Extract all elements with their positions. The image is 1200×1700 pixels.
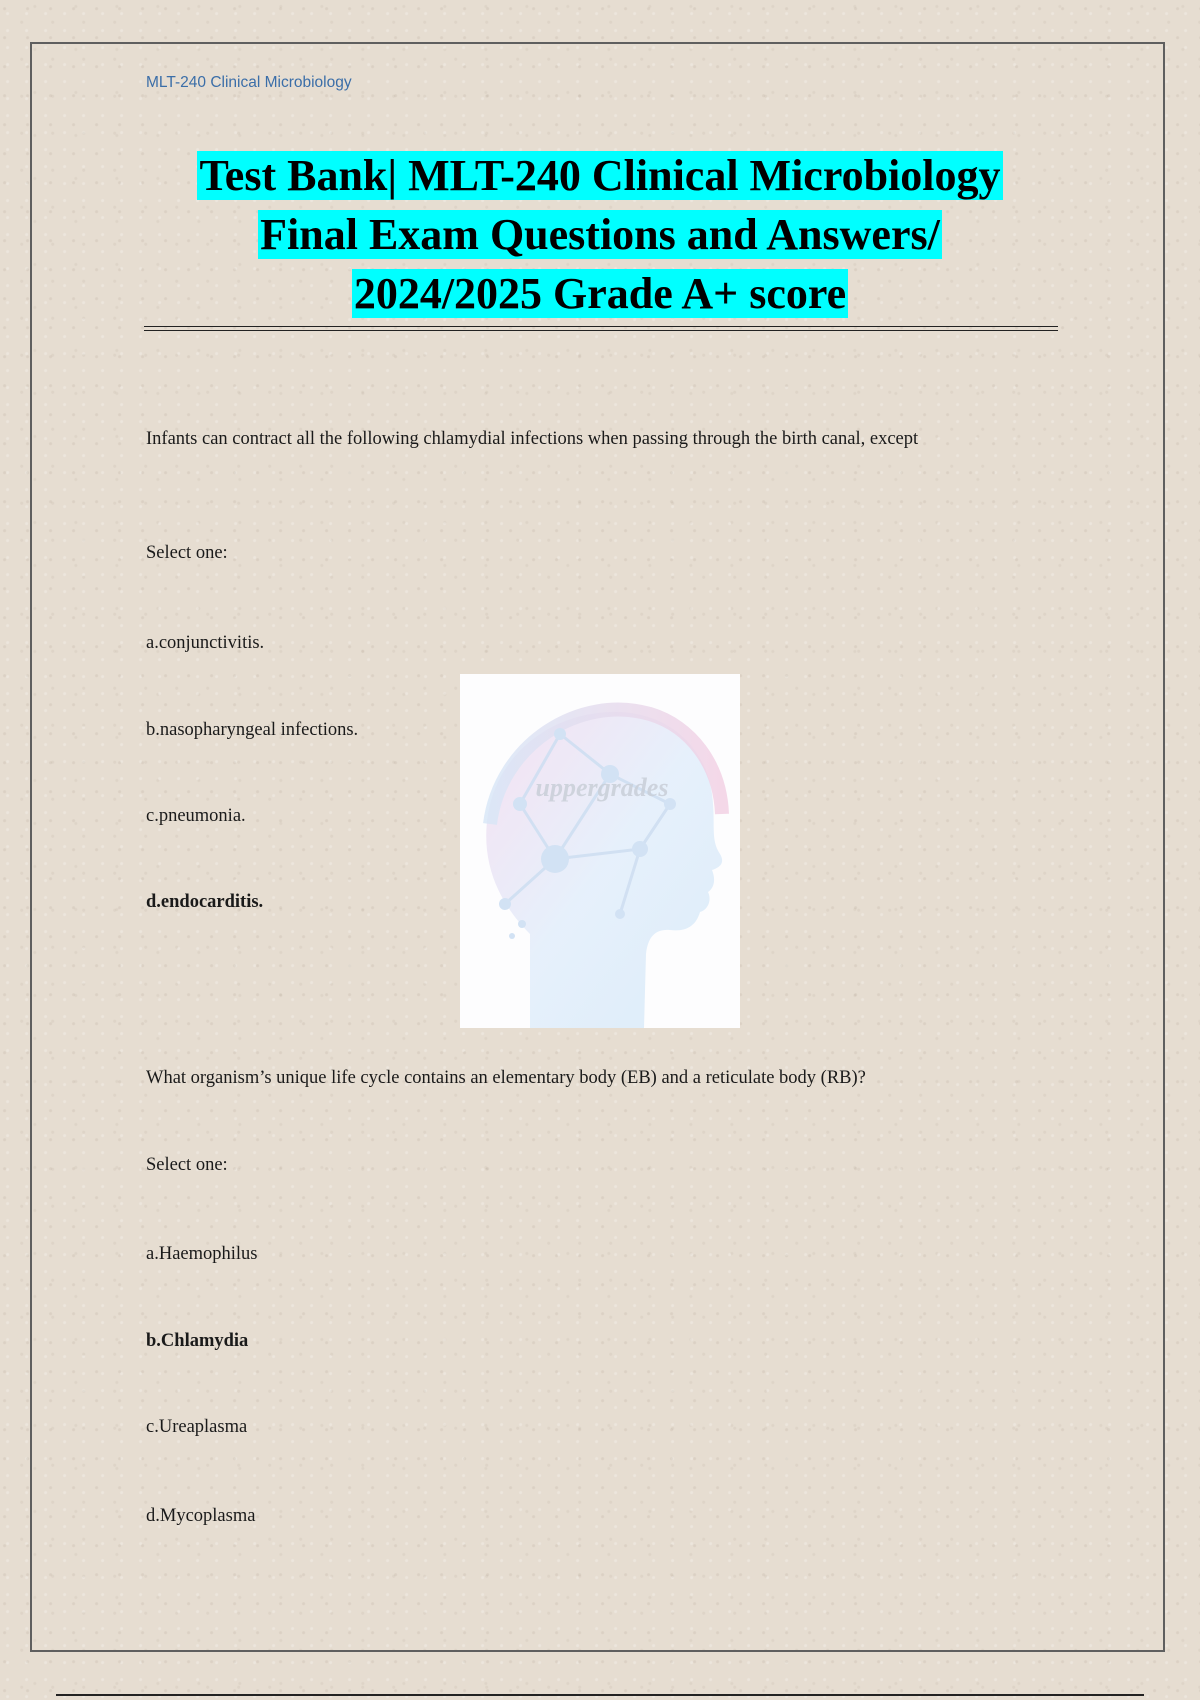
title-line-3: 2024/2025 Grade A+ score (353, 269, 847, 318)
question-1-instruction: Select one: (146, 543, 228, 563)
document-title (140, 146, 1060, 323)
title-divider (144, 326, 1058, 331)
question-1-prompt: Infants can contract all the following chlamydial infections when passing through the birth canal, except (146, 429, 919, 449)
title-line-2: Final Exam Questions and Answers/ (260, 210, 940, 259)
question-2-option-c: c.Ureaplasma (146, 1417, 248, 1437)
watermark-brand-text: uppergrades (535, 773, 669, 802)
running-header: MLT-240 Clinical Microbiology (146, 74, 352, 91)
question-2-option-d: d.Mycoplasma (146, 1506, 256, 1526)
question-2-prompt: What organism’s unique life cycle contains an elementary body (EB) and a reticulate body (RB)? (146, 1068, 866, 1088)
question-1-option-c: c.pneumonia. (146, 806, 246, 826)
footer-divider (56, 1694, 1144, 1696)
title-line-1: Test Bank| MLT-240 Clinical Microbiology (199, 151, 1001, 200)
question-2-option-b-correct: b.Chlamydia (146, 1331, 249, 1351)
question-1-option-b: b.nasopharyngeal infections. (146, 720, 359, 740)
uppergrades-watermark-logo (460, 674, 740, 1028)
question-2-instruction: Select one: (146, 1155, 228, 1175)
head-network-icon (460, 674, 740, 1028)
question-1-option-a: a.conjunctivitis. (146, 633, 265, 653)
question-1-option-d-correct: d.endocarditis. (146, 892, 264, 912)
question-2-option-a: a.Haemophilus (146, 1244, 258, 1264)
